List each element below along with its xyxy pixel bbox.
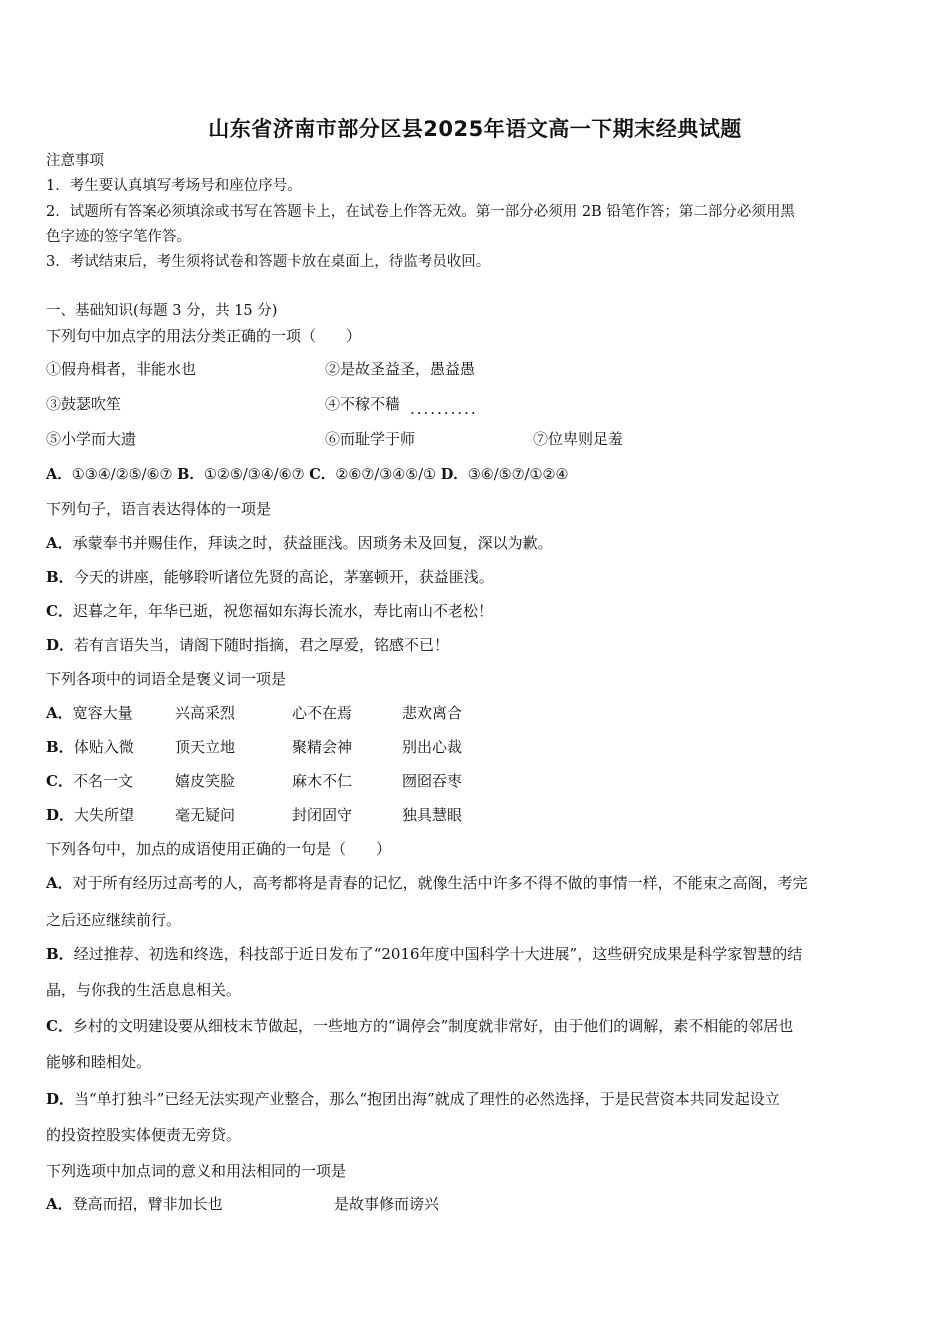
q3-b-word-4: 别出心裁	[402, 738, 463, 756]
page-title: 山东省济南市部分区县2025年语文高一下期末经典试题	[208, 117, 742, 141]
q2-option-d: D．若有言语失当，请阁下随时指摘，君之厚爱，铭感不已！	[46, 636, 450, 654]
notice-item-1: 1．考生要认真填写考场号和座位序号。	[46, 178, 302, 194]
q3-c-word-4: 囫囵吞枣	[402, 772, 463, 790]
q1-choices: A．①③④/②⑤/⑥⑦ B．①②⑤/③④/⑥⑦ C．②⑥⑦/③④⑤/① D．③⑥/⑤⑦/①②④	[46, 466, 569, 483]
notice-heading: 注意事项	[46, 153, 104, 169]
q3-d-word-1: D．大失所望	[46, 806, 135, 824]
q2-option-b: B．今天的讲座，能够聆听诸位先贤的高论，茅塞顿开，获益匪浅。	[46, 568, 494, 586]
q4-option-a-line-1: A．对于所有经历过高考的人，高考都将是青春的记忆，就像生活中许多不得不做的事情一样，不能束之高阁，考完	[46, 874, 808, 892]
q4-stem: 下列各句中，加点的成语使用正确的一句是（ ）	[46, 840, 392, 858]
q1-item-7: ⑦位卑则足羞	[533, 430, 624, 448]
emphasis-dots: ..........	[410, 400, 478, 418]
q3-a-word-4: 悲欢离合	[402, 704, 463, 722]
q2-option-a: A．承蒙奉书并赐佳作，拜读之时，获益匪浅。因琐务未及回复，深以为歉。	[46, 534, 553, 552]
q1-stem: 下列句中加点字的用法分类正确的一项（ ）	[46, 327, 362, 345]
notice-item-2: 2．试题所有答案必须填涂或书写在答题卡上，在试卷上作答无效。第一部分必须用 2B 铅笔作答；第二部分必须用黑	[46, 204, 795, 220]
q3-b-word-2: 顶天立地	[175, 738, 236, 756]
q1-item-1: ①假舟楫者，非能水也	[46, 360, 197, 378]
notice-item-3: 3．考试结束后，考生须将试卷和答题卡放在桌面上，待监考员收回。	[46, 254, 491, 270]
q3-d-word-2: 毫无疑问	[175, 806, 236, 824]
q1-item-5: ⑤小学而大遗	[46, 430, 137, 448]
q4-option-d-line-2: 的投资控股实体便责无旁贷。	[46, 1126, 242, 1144]
q1-item-6: ⑥而耻学于师	[325, 430, 416, 448]
q4-option-b-line-2: 晶，与你我的生活息息相关。	[46, 981, 242, 999]
notice-item-2-cont: 色字迹的签字笔作答。	[46, 229, 191, 245]
q5-option-a-left: A．登高而招，臂非加长也	[46, 1195, 223, 1213]
q3-c-word-1: C．不名一文	[46, 772, 133, 790]
q4-option-a-line-2: 之后还应继续前行。	[46, 911, 182, 929]
q3-stem: 下列各项中的词语全是褒义词一项是	[46, 670, 287, 688]
q4-option-c-line-2: 能够和睦相处。	[46, 1053, 152, 1071]
q1-item-4: ④不稼不穑	[325, 395, 401, 413]
section-heading: 一、基础知识(每题 3 分，共 15 分)	[46, 303, 278, 319]
q4-option-b-line-1: B．经过推荐、初选和终选，科技部于近日发布了“2016年度中国科学十大进展”，这些研究成果是科学家智慧的结	[46, 945, 803, 963]
q1-item-2: ②是故圣益圣，愚益愚	[325, 360, 476, 378]
q3-b-word-3: 聚精会神	[292, 738, 353, 756]
q5-stem: 下列选项中加点词的意义和用法相同的一项是	[46, 1162, 347, 1180]
q2-stem: 下列句子，语言表达得体的一项是	[46, 500, 272, 518]
q1-item-3: ③鼓瑟吹笙	[46, 395, 122, 413]
q3-b-word-1: B．体贴入微	[46, 738, 134, 756]
q5-option-a-right: 是故事修而谤兴	[334, 1195, 440, 1213]
q3-d-word-3: 封闭固守	[292, 806, 353, 824]
q3-d-word-4: 独具慧眼	[402, 806, 463, 824]
q2-option-c: C．迟暮之年，年华已逝，祝您福如东海长流水，寿比南山不老松！	[46, 602, 493, 620]
q3-c-word-2: 嬉皮笑脸	[175, 772, 236, 790]
q3-a-word-2: 兴高采烈	[175, 704, 236, 722]
q3-a-word-1: A．宽容大量	[46, 704, 133, 722]
q4-option-c-line-1: C．乡村的文明建设要从细枝末节做起，一些地方的“调停会”制度就非常好，由于他们的调解，素不相能的邻居也	[46, 1017, 794, 1035]
q3-a-word-3: 心不在焉	[292, 704, 353, 722]
q3-c-word-3: 麻木不仁	[292, 772, 353, 790]
q4-option-d-line-1: D．当“单打独斗”已经无法实现产业整合，那么“抱团出海”就成了理性的必然选择，于是民营资本共同发起设立	[46, 1090, 780, 1108]
